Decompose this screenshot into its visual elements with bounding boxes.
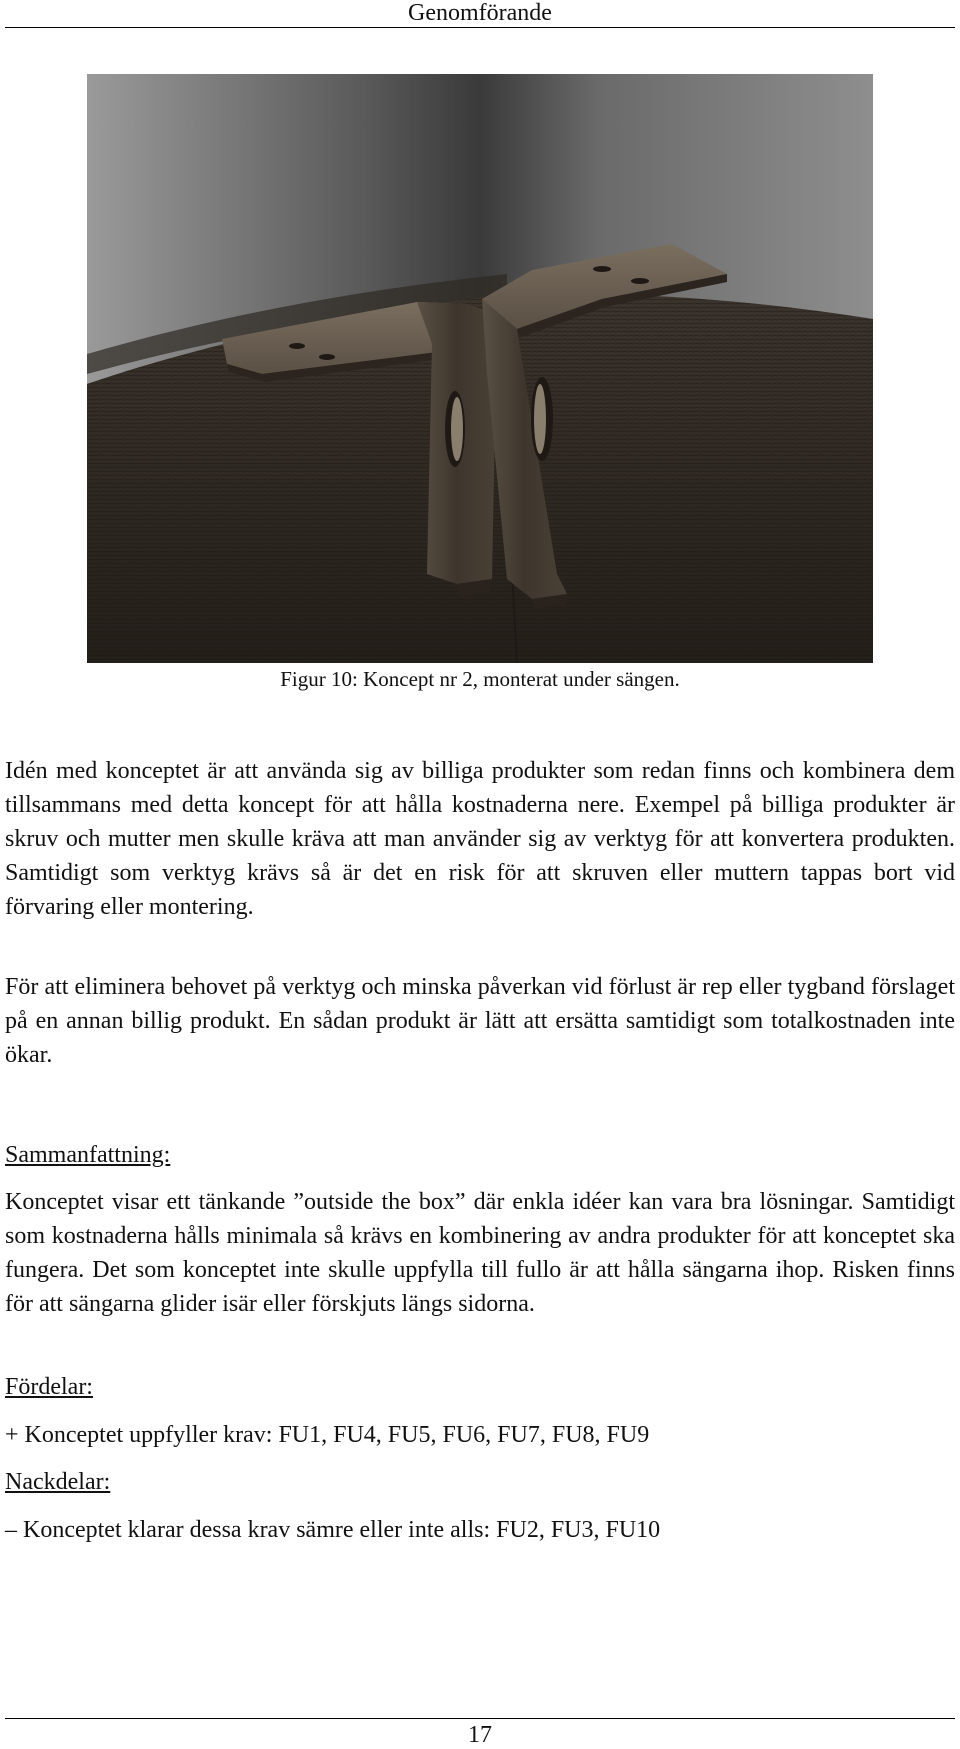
summary-section [5,1138,170,1172]
body-paragraph-1 [5,754,955,924]
bracket-render-image [87,74,873,663]
page-header-title: Genomförande [408,0,552,26]
figure-image [87,74,873,663]
disadvantages-heading: Nackdelar: [5,1469,111,1495]
advantages-heading: Fördelar: [5,1374,93,1400]
advantages-text: + Konceptet uppfyller krav: FU1, FU4, FU5, FU6, FU7, FU8, FU9 [5,1422,650,1448]
figure-caption: Figur 10: Koncept nr 2, monterat under sängen. [280,667,680,691]
header-divider [5,27,955,28]
footer-divider [5,1718,955,1719]
paragraph-text: För att eliminera behovet på verktyg och minska påverkan vid förlust är rep eller tygband förslaget på en annan billig produkt. En sådan produkt är lätt att ersätta samtidigt som totalkostnaden inte ökar. [5,974,955,1068]
advantages-section [5,1370,93,1404]
disadvantages-text: – Konceptet klarar dessa krav sämre eller inte alls: FU2, FU3, FU10 [5,1517,661,1543]
body-paragraph-2 [5,970,955,1072]
summary-body [5,1185,955,1321]
paragraph-text: Idén med konceptet är att använda sig av billiga produkter som redan finns och kombinera dem tillsammans med detta koncept för att hålla kostnaderna nere. Exempel på billiga produkter är skruv och mutter men skulle kräva att man använder sig av verktyg för att konvertera produkten. Samtidigt som verktyg krävs så är det en risk för att skruven eller muttern tappas bort vid förvaring eller montering. [5,758,955,920]
summary-text: Konceptet visar ett tänkande ”outside the box” där enkla idéer kan vara bra lösningar. Samtidigt som kostnaderna hålls minimala så krävs en kombinering av andra produkter för att konceptet ska fungera. Det som konceptet inte skulle uppfylla till fullo är att hålla sängarna ihop. Risken finns för att sängarna glider isär eller förskjuts längs sidorna. [5,1189,955,1317]
summary-heading: Sammanfattning: [5,1142,171,1168]
disadvantages-section [5,1465,110,1499]
page-number: 17 [468,1722,492,1748]
